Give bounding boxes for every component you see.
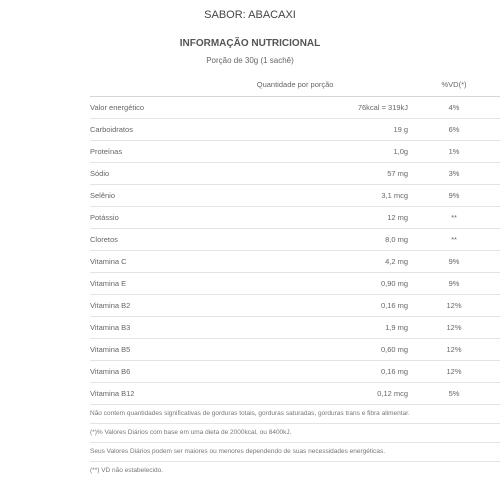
nutrient-name: Vitamina B2 [90, 295, 181, 317]
table-row [90, 97, 500, 119]
table-row [90, 163, 500, 185]
nutrient-vd: 9% [408, 273, 500, 295]
table-row [90, 229, 500, 251]
column-header-quantity: Quantidade por porção [181, 72, 408, 97]
table-row [90, 273, 500, 295]
nutrient-name: Vitamina B5 [90, 339, 181, 361]
nutrient-quantity: 1,9 mg [181, 317, 408, 339]
table-row [90, 295, 500, 317]
nutrient-vd: 4% [408, 97, 500, 119]
nutrient-name: Valor energético [90, 97, 181, 119]
table-row [90, 339, 500, 361]
footnotes [90, 405, 500, 480]
table-row [90, 383, 500, 405]
nutrient-name: Vitamina B3 [90, 317, 181, 339]
nutrient-quantity: 76kcal = 319kJ [181, 97, 408, 119]
nutrient-name: Vitamina C [90, 251, 181, 273]
nutrient-vd: 3% [408, 163, 500, 185]
nutrition-table [90, 72, 500, 405]
nutrient-vd: 1% [408, 141, 500, 163]
nutrient-vd: 6% [408, 119, 500, 141]
flavor-title: SABOR: ABACAXI [204, 9, 296, 21]
table-row [90, 251, 500, 273]
table-row [90, 317, 500, 339]
nutrient-quantity: 12 mg [181, 207, 408, 229]
nutrient-vd: 12% [408, 317, 500, 339]
table-row [90, 207, 500, 229]
nutrient-vd: ** [408, 229, 500, 251]
nutrient-name: Vitamina B6 [90, 361, 181, 383]
nutrient-name: Carboidratos [90, 119, 181, 141]
nutrient-quantity: 1,0g [181, 141, 408, 163]
column-header-nutrient [90, 72, 181, 97]
nutrient-quantity: 3,1 mcg [181, 185, 408, 207]
table-row [90, 141, 500, 163]
nutrient-name: Vitamina E [90, 273, 181, 295]
nutrient-quantity: 8,0 mg [181, 229, 408, 251]
nutrient-quantity: 0,60 mg [181, 339, 408, 361]
footnote: Não contem quantidades significativas de gorduras totais, gorduras saturadas, gorduras trans e fibra alimentar. [90, 405, 500, 424]
footnote: (*)% Valores Diários com base em uma dieta de 2000kcal, ou 8400kJ. [90, 424, 500, 443]
nutrient-quantity: 4,2 mg [181, 251, 408, 273]
nutrient-quantity: 0,16 mg [181, 361, 408, 383]
nutrient-name: Cloretos [90, 229, 181, 251]
nutrient-vd: 9% [408, 185, 500, 207]
table-row [90, 361, 500, 383]
nutrient-vd: 12% [408, 339, 500, 361]
nutrient-quantity: 0,90 mg [181, 273, 408, 295]
nutrient-vd: ** [408, 207, 500, 229]
nutrition-heading: INFORMAÇÃO NUTRICIONAL [179, 38, 321, 49]
nutrient-quantity: 57 mg [181, 163, 408, 185]
nutrient-quantity: 19 g [181, 119, 408, 141]
nutrient-name: Potássio [90, 207, 181, 229]
nutrient-name: Sódio [90, 163, 181, 185]
nutrient-vd: 9% [408, 251, 500, 273]
nutrient-quantity: 0,16 mg [181, 295, 408, 317]
nutrient-name: Selênio [90, 185, 181, 207]
table-row [90, 119, 500, 141]
table-header-row [90, 72, 500, 97]
nutrient-name: Proteínas [90, 141, 181, 163]
nutrient-vd: 12% [408, 361, 500, 383]
column-header-vd: %VD(*) [408, 72, 500, 97]
nutrient-vd: 12% [408, 295, 500, 317]
footnote: Seus Valores Diários podem ser maiores ou menores dependendo de suas necessidades energéticas. [90, 443, 500, 462]
footnote: (**) VD não estabelecido. [90, 467, 163, 474]
nutrient-quantity: 0,12 mcg [181, 383, 408, 405]
nutrient-name: Vitamina B12 [90, 383, 181, 405]
nutrient-vd: 5% [408, 383, 500, 405]
portion-size: Porção de 30g (1 sachê) [206, 56, 294, 65]
table-row [90, 185, 500, 207]
